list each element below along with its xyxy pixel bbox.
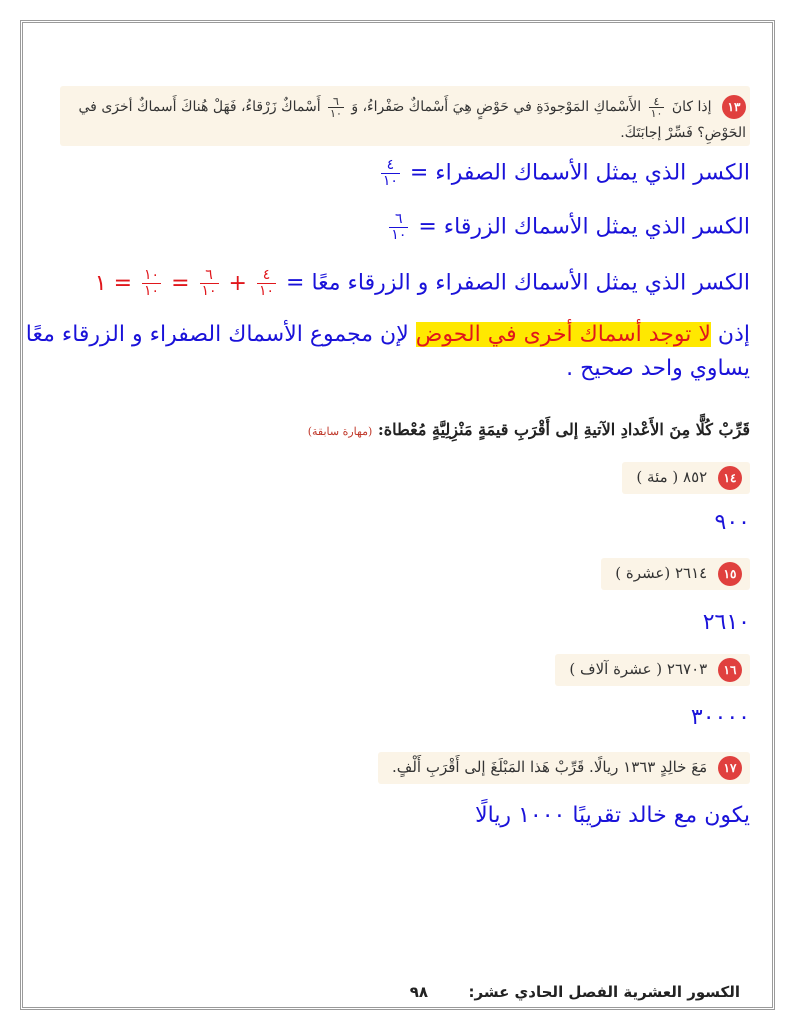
sum-expression: $\frac{٤}{١٠}$ + $\frac{٦}{١٠}$ = $\frac{١٠}{١٠}$ = ١ — [94, 267, 275, 299]
answer-16: ٣٠٠٠٠ — [690, 705, 750, 730]
answer-17: يكون مع خالد تقريبًا ١٠٠٠ ريالًا — [475, 803, 750, 828]
page-number: ٩٨ — [409, 983, 429, 1001]
question-15: ١٥ ٢٦١٤ (عشرة ) — [601, 558, 750, 590]
question-number-badge: ١٦ — [718, 658, 742, 682]
page-footer — [410, 983, 740, 1001]
highlighted-answer: لا توجد أسماك أخرى في الحوض — [415, 322, 711, 347]
question-number-badge: ١٧ — [718, 756, 742, 780]
fraction: $\frac{٤}{١٠}$ — [258, 267, 275, 299]
fraction: $\frac{٦}{١٠}$ — [330, 94, 342, 120]
answer-15: ٢٦١٠ — [702, 610, 750, 635]
answer-line-blue: الكسر الذي يمثل الأسماك الزرقاء = $\frac{٦}{١٠}$ — [391, 211, 750, 243]
chapter-title: الكسور العشرية — [623, 983, 740, 1001]
question-17: ١٧ مَعَ خالِدٍ ١٣٦٣ ريالًا. قَرِّبْ هَذا المَبْلَغَ إلى أَقْرَبِ أَلْفٍ. — [378, 752, 750, 784]
answer-14: ٩٠٠ — [714, 510, 750, 535]
fraction: $\frac{١٠}{١٠}$ — [144, 267, 160, 299]
question-number-badge: ١٥ — [718, 562, 742, 586]
answer-line-sum: الكسر الذي يمثل الأسماك الصفراء و الزرقاء معًا = $\frac{٤}{١٠}$ + $\frac{٦}{١٠}$ = $\frac{١٠}{١٠}$ = ١ — [94, 267, 750, 299]
worksheet-page — [25, 40, 760, 1001]
question-13-text: ١٣ إذا كانَ $\frac{٤}{١٠}$ الأَسْماكِ المَوْجودَةِ في حَوْضٍ هِيَ أَسْماكٌ صَفْراءُ، وَ $\frac{٦}{١٠}$ أَسْماكٌ زَرْقاءُ، فَهَلْ هُناكَ أَسماكٌ أخرَى في الحَوْضِ؟ فَسِّرْ إجابَتَكَ. — [78, 94, 746, 141]
question-13-box — [60, 86, 750, 146]
conclusion-line-2: يساوي واحد صحيح . — [566, 356, 750, 381]
conclusion-line-1: إذن لا توجد أسماك أخرى في الحوض لإن مجموع الأسماك الصفراء و الزرقاء معًا — [25, 322, 750, 347]
fraction: $\frac{٦}{١٠}$ — [201, 267, 217, 299]
question-number-badge: ١٣ — [722, 95, 746, 119]
fraction: $\frac{٤}{١٠}$ — [382, 157, 398, 189]
fraction: $\frac{٦}{١٠}$ — [391, 211, 407, 243]
chapter-label: الفصل الحادي عشر: — [468, 983, 619, 1001]
section-heading: قَرِّبْ كُلًّا مِنَ الأَعْدادِ الآتيةِ إلى أَقْرَبِ قيمَةٍ مَنْزِلِيَّةٍ مُعْطاة: (مهارة سابقة) — [307, 420, 750, 439]
fraction: $\frac{٤}{١٠}$ — [650, 94, 663, 120]
answer-line-yellow: الكسر الذي يمثل الأسماك الصفراء = $\frac{٤}{١٠}$ — [382, 157, 750, 189]
question-14: ١٤ ٨٥٢ ( مئة ) — [622, 462, 750, 494]
question-16: ١٦ ٢٦٧٠٣ ( عشرة آلاف ) — [555, 654, 750, 686]
question-number-badge: ١٤ — [718, 466, 742, 490]
